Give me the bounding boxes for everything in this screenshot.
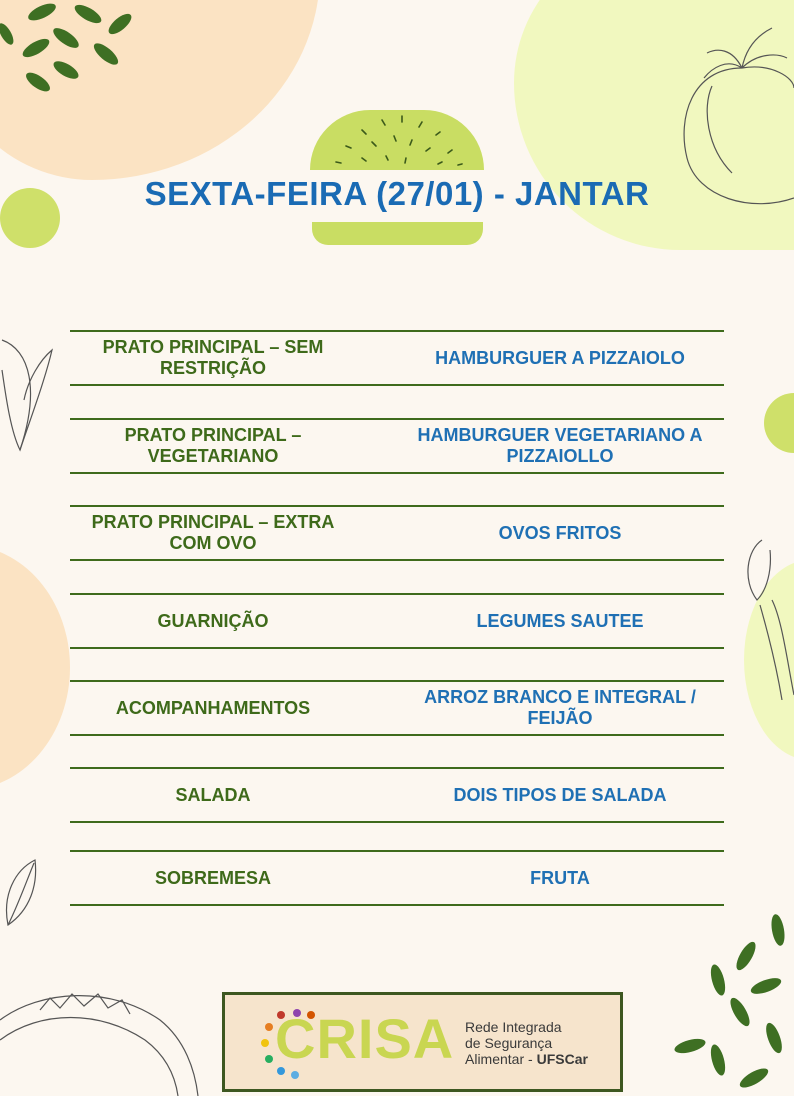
- taco-icon: [0, 980, 200, 1096]
- menu-category: PRATO PRINCIPAL – SEM RESTRIÇÃO: [102, 337, 324, 378]
- menu-category: SALADA: [175, 784, 251, 805]
- menu-category: GUARNIÇÃO: [157, 610, 269, 631]
- menu-row: [70, 505, 724, 561]
- crisa-tagline: [465, 1019, 588, 1067]
- menu-row: [70, 330, 724, 386]
- menu-row: [70, 767, 724, 823]
- tagline-line: de Segurança: [465, 1035, 553, 1051]
- menu-row: [70, 850, 724, 906]
- menu-category: PRATO PRINCIPAL – VEGETARIANO: [124, 425, 302, 466]
- menu-row: [70, 680, 724, 736]
- menu-row: [70, 593, 724, 649]
- tagline-line: Rede Integrada: [465, 1019, 562, 1035]
- leaves-icon: [0, 0, 140, 100]
- menu-category: SOBREMESA: [154, 867, 271, 888]
- menu-item: HAMBURGUER A PIZZAIOLO: [435, 347, 685, 368]
- tagline-text: Alimentar -: [465, 1051, 537, 1067]
- burger-bun-bottom: [312, 222, 483, 245]
- menu-item: ARROZ BRANCO E INTEGRAL / FEIJÃO: [424, 687, 696, 728]
- menu-row: [70, 418, 724, 474]
- green-circle-decoration: [764, 393, 794, 453]
- crisa-logo: [222, 992, 623, 1092]
- ufscar-label: UFSCar: [536, 1051, 588, 1067]
- crisa-wordmark: CRISA: [275, 1007, 455, 1070]
- lettuce-icon: [0, 330, 56, 460]
- menu-item: FRUTA: [530, 867, 590, 888]
- tagline-line: [465, 1051, 588, 1067]
- menu-item: HAMBURGUER VEGETARIANO A PIZZAIOLLO: [417, 425, 703, 466]
- burger-bun-top: [310, 110, 484, 170]
- menu-item: DOIS TIPOS DE SALADA: [453, 784, 667, 805]
- sesame-seeds-icon: [310, 110, 484, 170]
- peach-blob-decoration: [0, 545, 70, 790]
- menu-item: LEGUMES SAUTEE: [476, 610, 644, 631]
- leaf-icon: [0, 855, 40, 930]
- carrot-icon: [742, 530, 794, 700]
- menu-item: OVOS FRITOS: [498, 522, 622, 543]
- menu-category: ACOMPANHAMENTOS: [115, 697, 311, 718]
- page-title: SEXTA-FEIRA (27/01) - JANTAR: [144, 175, 650, 212]
- leaves-icon: [670, 910, 794, 1096]
- menu-category: PRATO PRINCIPAL – EXTRA COM OVO: [91, 512, 335, 553]
